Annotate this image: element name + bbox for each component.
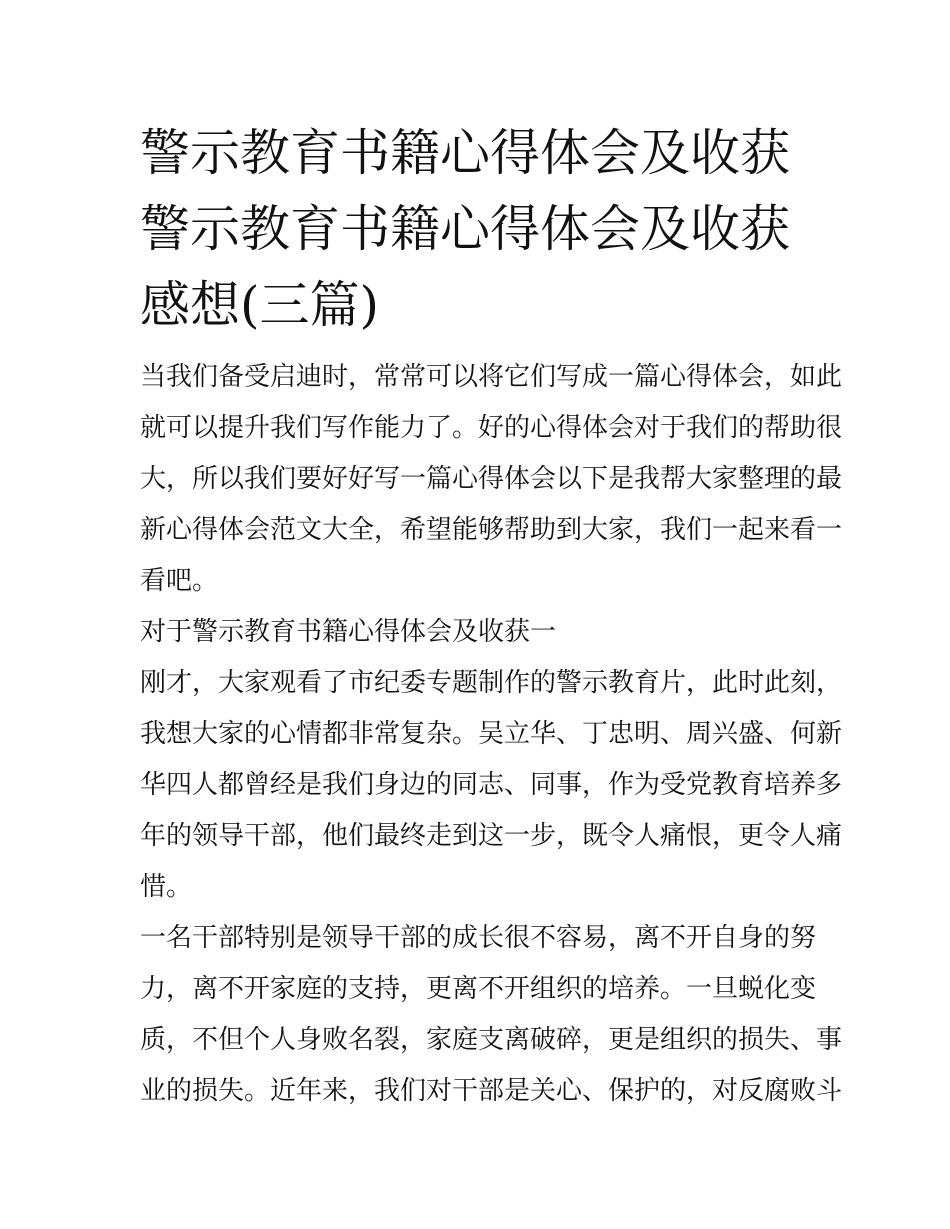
body-line: 一名干部特别是领导干部的成长很不容易，离不开自身的努 [140, 923, 817, 953]
document-title [140, 115, 830, 343]
body-line: 新心得体会范文大全，希望能够帮助到大家，我们一起来看一 [140, 515, 843, 545]
body-line: 刚才，大家观看了市纪委专题制作的警示教育片，此时此刻， [140, 668, 843, 698]
body-line: 年的领导干部，他们最终走到这一步，既令人痛恨，更令人痛 [140, 821, 843, 851]
body-line: 就可以提升我们写作能力了。好的心得体会对于我们的帮助很 [140, 413, 843, 443]
body-line: 当我们备受启迪时，常常可以将它们写成一篇心得体会，如此 [140, 362, 843, 392]
body-line: 质，不但个人身败名裂，家庭支离破碎，更是组织的损失、事 [140, 1025, 843, 1055]
title-line-3: 感想(三篇) [140, 276, 380, 334]
body-line: 大，所以我们要好好写一篇心得体会以下是我帮大家整理的最 [140, 464, 843, 494]
body-line: 我想大家的心情都非常复杂。吴立华、丁忠明、周兴盛、何新 [140, 719, 843, 749]
title-line-1: 警示教育书籍心得体会及收获 [140, 124, 790, 182]
document-body [140, 352, 843, 1117]
body-line: 惜。 [140, 872, 193, 902]
body-line: 力，离不开家庭的支持，更离不开组织的培养。一旦蜕化变 [140, 974, 817, 1004]
body-line: 看吧。 [140, 566, 219, 596]
title-line-2: 警示教育书籍心得体会及收获 [140, 200, 790, 258]
section-heading: 对于警示教育书籍心得体会及收获一 [140, 617, 557, 647]
body-line: 华四人都曾经是我们身边的同志、同事，作为受党教育培养多 [140, 770, 843, 800]
body-line: 业的损失。近年来，我们对干部是关心、保护的，对反腐败斗 [140, 1076, 843, 1106]
